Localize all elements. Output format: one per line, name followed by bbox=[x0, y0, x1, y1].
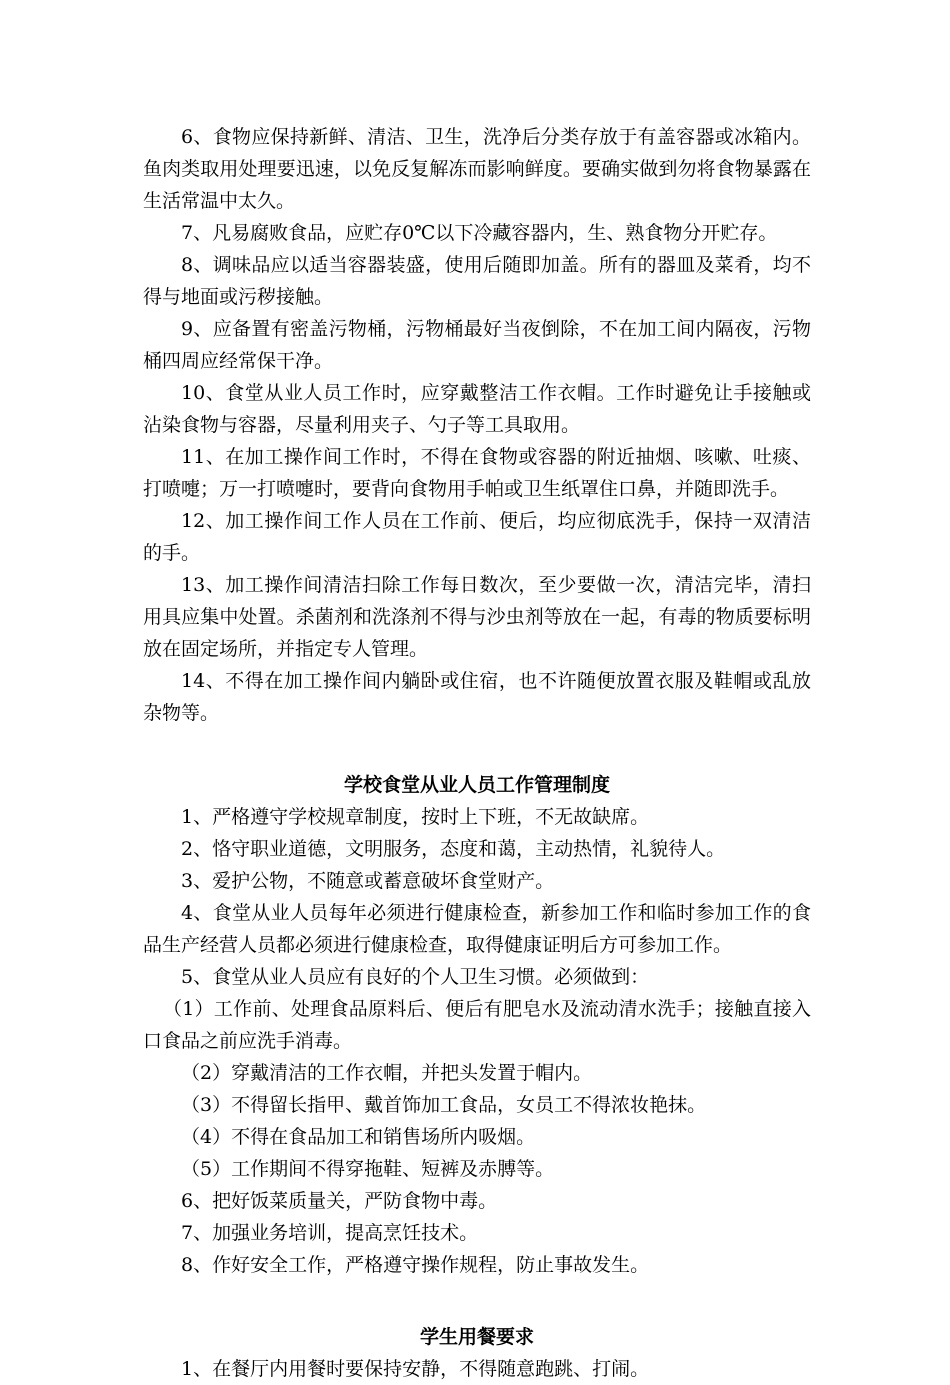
section-title: 学校食堂从业人员工作管理制度 bbox=[343, 774, 610, 796]
rule-item: 1、在餐厅内用餐时要保持安静，不得随意跑跳、打闹。 bbox=[181, 1358, 650, 1380]
rule-item: 6、把好饭菜质量关，严防食物中毒。 bbox=[181, 1190, 498, 1212]
rule-subitem: （2）穿戴清洁的工作衣帽，并把头发置于帽内。 bbox=[181, 1062, 593, 1084]
section-spacer bbox=[143, 1281, 811, 1321]
rule-paragraph: 9、应备置有密盖污物桶，污物桶最好当夜倒除，不在加工间内隔夜，污物桶四周应经常保干净。 bbox=[143, 318, 811, 372]
rule-subitem: （1）工作前、处理食品原料后、便后有肥皂水及流动清水洗手；接触直接入口食品之前应洗手消毒。 bbox=[143, 998, 811, 1052]
hygiene-rules-continued bbox=[143, 121, 811, 729]
staff-management-section bbox=[143, 769, 811, 1281]
rule-paragraph: 6、食物应保持新鲜、清洁、卫生，洗净后分类存放于有盖容器或冰箱内。鱼肉类取用处理要迅速，以免反复解冻而影响鲜度。要确实做到勿将食物暴露在生活常温中太久。 bbox=[143, 126, 811, 212]
rule-item: 8、作好安全工作，严格遵守操作规程，防止事故发生。 bbox=[181, 1254, 650, 1276]
rule-paragraph: 14、不得在加工操作间内躺卧或住宿，也不许随便放置衣服及鞋帽或乱放杂物等。 bbox=[143, 670, 811, 724]
rule-item: 5、食堂从业人员应有良好的个人卫生习惯。必须做到： bbox=[181, 966, 650, 988]
rule-paragraph: 13、加工操作间清洁扫除工作每日数次，至少要做一次，清洁完毕，清扫用具应集中处置。杀菌剂和洗涤剂不得与沙虫剂等放在一起，有毒的物质要标明放在固定场所，并指定专人管理。 bbox=[143, 574, 811, 660]
rule-subitem: （4）不得在食品加工和销售场所内吸烟。 bbox=[181, 1126, 536, 1148]
rule-item: 1、严格遵守学校规章制度，按时上下班，不无故缺席。 bbox=[181, 806, 650, 828]
rule-item: 4、食堂从业人员每年必须进行健康检查，新参加工作和临时参加工作的食品生产经营人员都必须进行健康检查，取得健康证明后方可参加工作。 bbox=[143, 902, 811, 956]
rule-paragraph: 7、凡易腐败食品，应贮存0℃以下冷藏容器内，生、熟食物分开贮存。 bbox=[181, 222, 778, 244]
rule-item: 3、爱护公物，不随意或蓄意破坏食堂财产。 bbox=[181, 870, 555, 892]
rule-paragraph: 11、在加工操作间工作时，不得在食物或容器的附近抽烟、咳嗽、吐痰、打喷嚏；万一打喷嚏时，要背向食物用手帕或卫生纸罩住口鼻，并随即洗手。 bbox=[143, 446, 811, 500]
rule-subitem: （5）工作期间不得穿拖鞋、短裤及赤膊等。 bbox=[181, 1158, 555, 1180]
student-dining-section bbox=[143, 1321, 811, 1385]
rule-item: 7、加强业务培训，提高烹饪技术。 bbox=[181, 1222, 479, 1244]
rule-subitem: （3）不得留长指甲、戴首饰加工食品，女员工不得浓妆艳抹。 bbox=[181, 1094, 707, 1116]
section-title: 学生用餐要求 bbox=[419, 1326, 534, 1348]
section-spacer bbox=[143, 729, 811, 769]
rule-paragraph: 10、食堂从业人员工作时，应穿戴整洁工作衣帽。工作时避免让手接触或沾染食物与容器，尽量利用夹子、勺子等工具取用。 bbox=[143, 382, 811, 436]
rule-item: 2、恪守职业道德，文明服务，态度和蔼，主动热情，礼貌待人。 bbox=[181, 838, 726, 860]
rule-paragraph: 8、调味品应以适当容器装盛，使用后随即加盖。所有的器皿及菜肴，均不得与地面或污秽接触。 bbox=[143, 254, 811, 308]
document-body bbox=[143, 121, 811, 1385]
rule-paragraph: 12、加工操作间工作人员在工作前、便后，均应彻底洗手，保持一双清洁的手。 bbox=[143, 510, 811, 564]
